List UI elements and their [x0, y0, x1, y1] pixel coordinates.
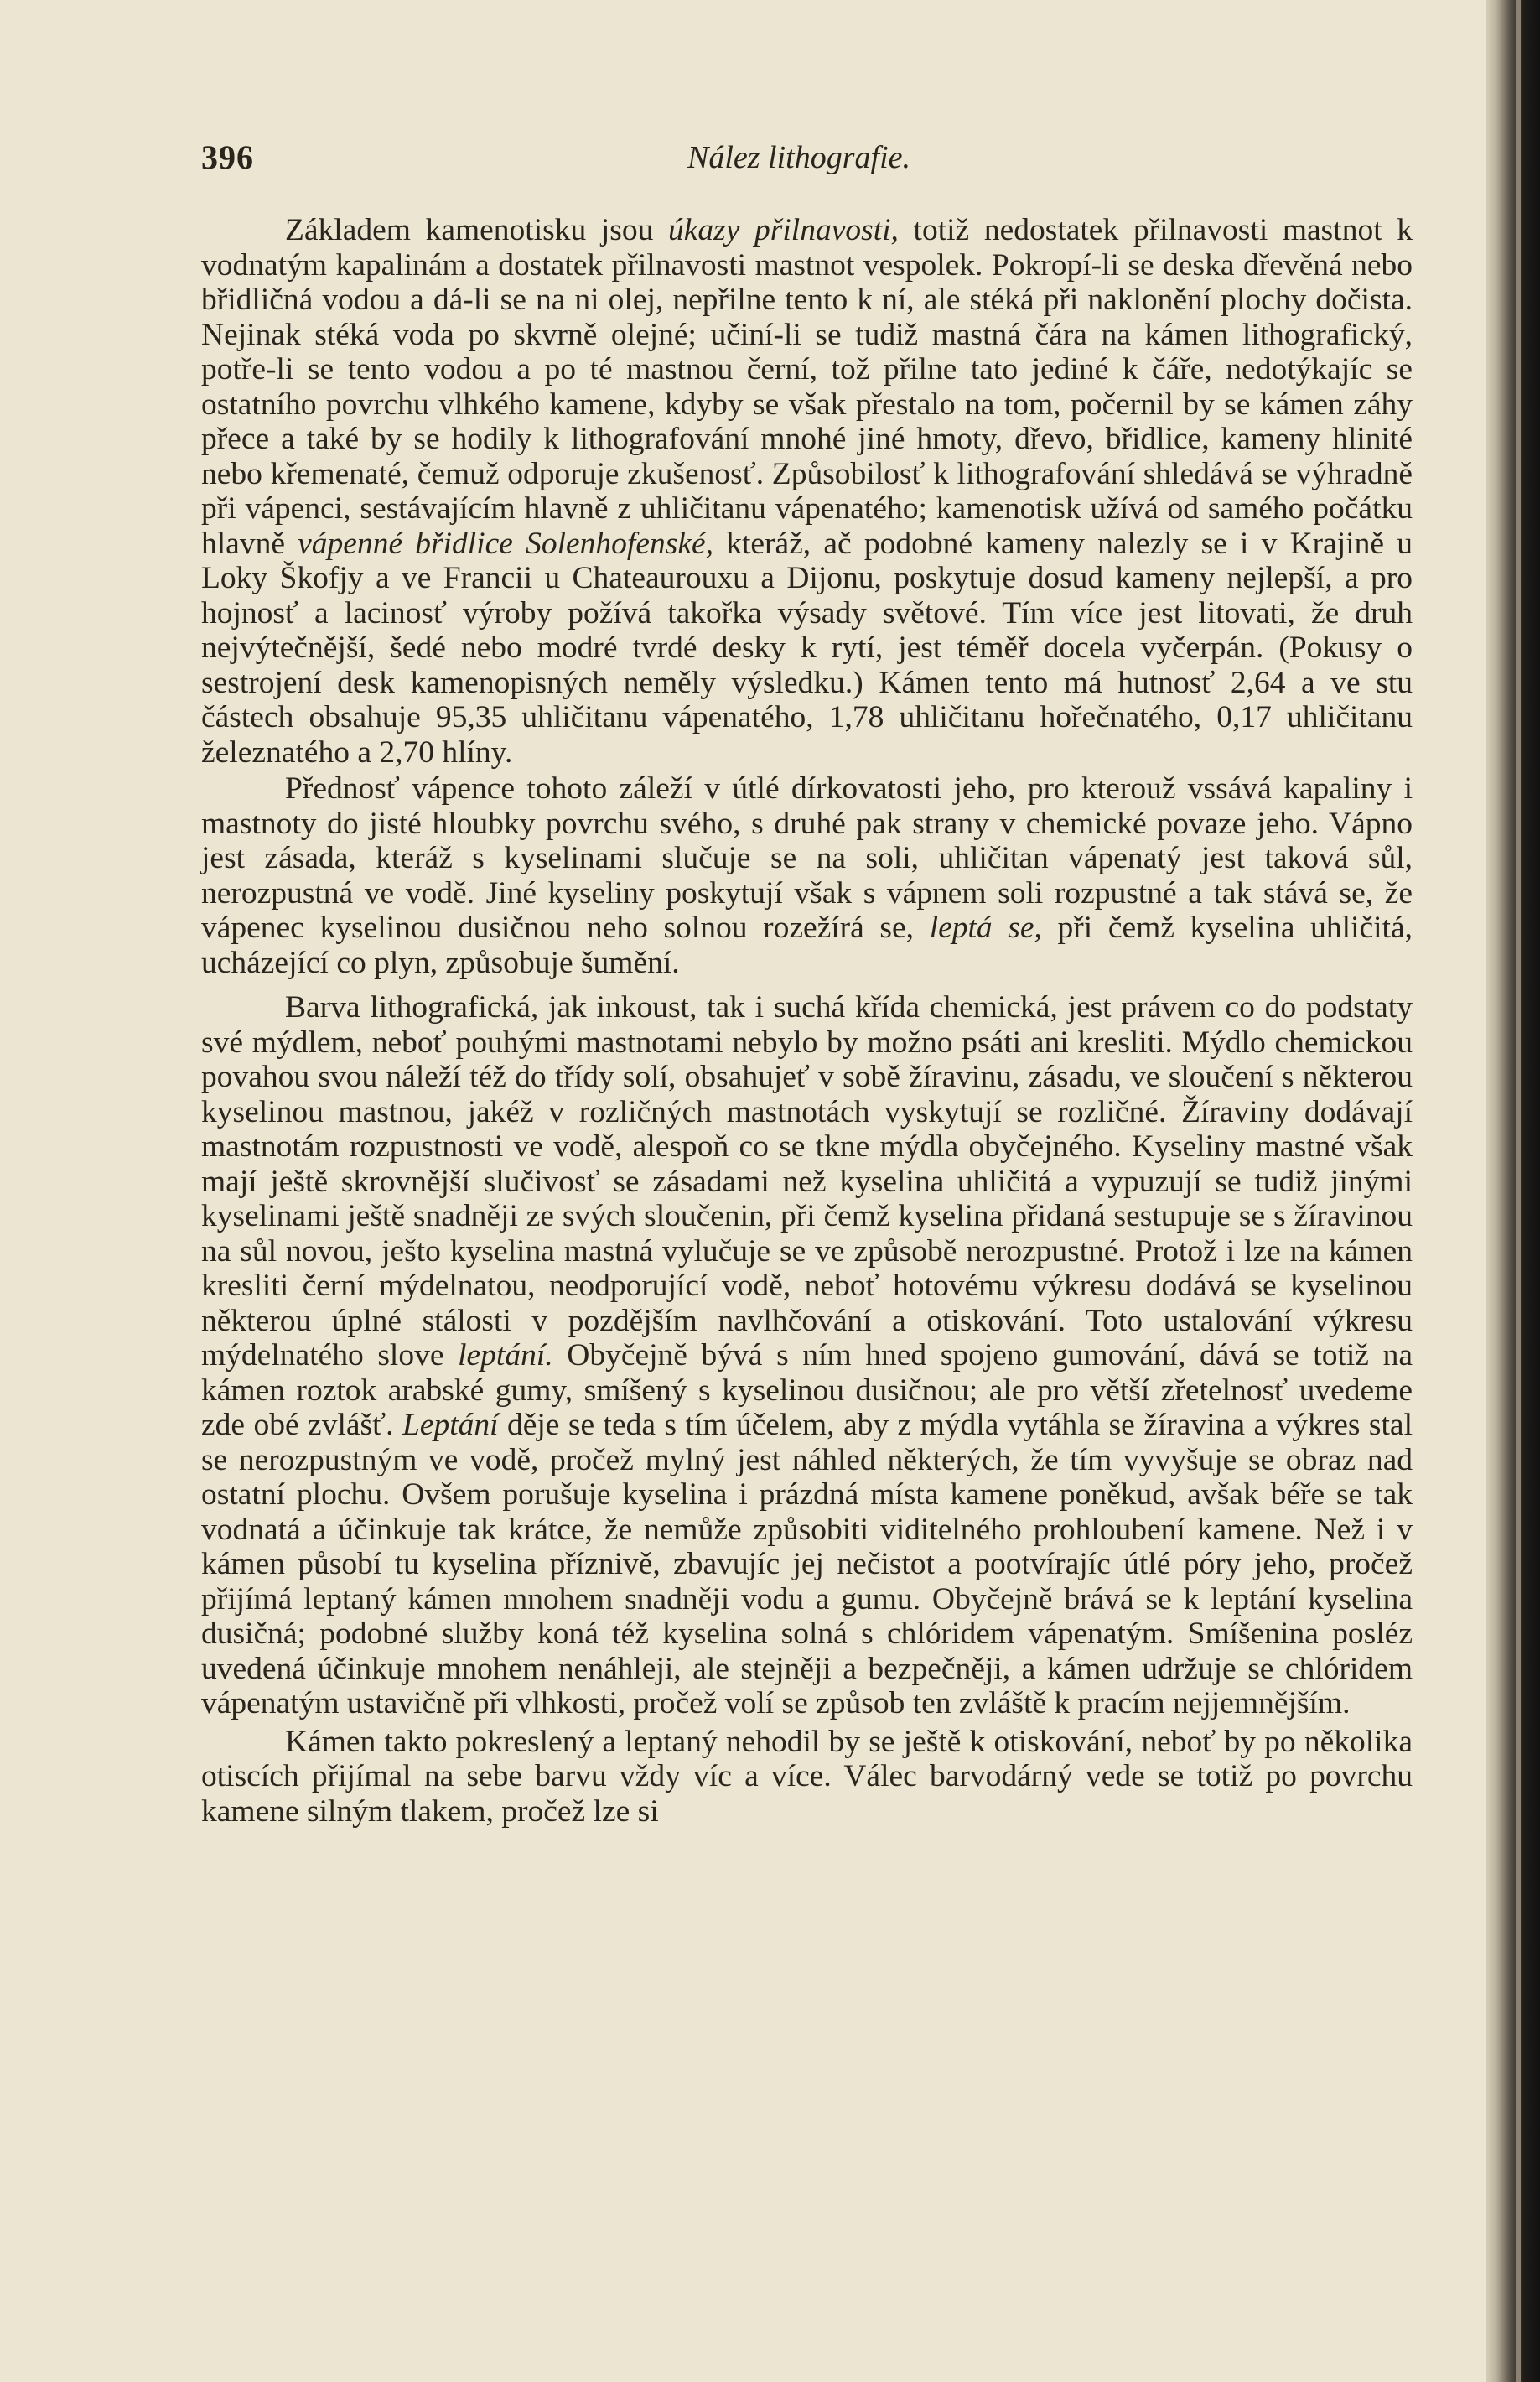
text-run: děje se teda s tím účelem, aby z mýdla vytáhla se žíravina a výkres stal se nerozpustným ve vodě, pročež mylný jest náhled některých, že tím vyvyšuje se obraz nad ostatní plochu. Ovšem porušuje kyselina i prázdná místa kamene poněkud, avšak béře se tak vodnatá a účinkuje tak krátce, že nemůže způsobiti viditelného prohloubení kamene. Než i v kámen působí tu kyselina příznivě, zbavujíc jej nečistot a pootvírajíc útlé póry jeho, pročež přijímá leptaný kámen mnohem snadněji vodu a gumu. Obyčejně brává se k leptání kyselina dusičná; podobné služby koná též kyselina solná s chlóridem vápenatým. Smíšenina posléz uvedená účinkuje mnohem nenáhleji, ale stejněji a bezpečněji, a kámen udržuje se chlóridem vápenatým ustavičně při vlhkosti, pročež volí se způsob ten zvláště k pracím nejjemnějším. [201, 1408, 1413, 1720]
text-run: totiž nedostatek přilnavosti mastnot k vodnatým kapalinám a dostatek přilnavosti mastnot vespolek. Pokropí-li se deska dřevěná nebo břidličná vodou a dá-li se na ni olej, nepřilne tento k ní, ale stéká při naklonění plochy dočista. Nejinak stéká voda po skvrně olejné; učiní-li se tudiž mastná čára na kámen lithografický, potře-li se tento vodou a po té mastnou černí, tož přilne tato jediné k čáře, nedotýkajíc se ostatního povrchu vlhkého kamene, kdyby se však přestalo na tom, počernil by se kámen záhy přece a také by se hodily k lithografování mnohé jiné hmoty, dřevo, břidlice, kameny hlinité nebo křemenaté, čemuž odporuje zkušenosť. Způsobilosť k lithografování shledává se výhradně při vápenci, sestávajícím hlavně z uhličitanu vápenatého; kamenotisk užívá od samého počátku hlavně [201, 213, 1413, 561]
page-number: 396 [201, 138, 254, 176]
text-run: Přednosť vápence tohoto záleží v útlé dírkovatosti jeho, pro kterouž vssává kapaliny i mastnoty do jisté hloubky povrchu svého, s druhé pak strany v chemické povaze jeho. Vápno jest zásada, kteráž s kyselinami slučuje se na soli, uhličitan vápenatý jest taková sůl, nerozpustná ve vodě. Jiné kyseliny poskytují však s vápnem soli rozpustné a tak stává se, že vápenec kyselinou dusičnou neho solnou rozežírá se, [201, 771, 1413, 945]
text-run: Základem kamenotisku jsou [285, 213, 668, 247]
paragraph-2 [201, 771, 1413, 980]
paragraph-1 [201, 213, 1413, 770]
paragraph-4 [201, 1725, 1413, 1829]
italic-term: leptání. [458, 1338, 553, 1373]
paragraph-3 [201, 990, 1413, 1721]
italic-term: Leptání [402, 1408, 499, 1442]
italic-term: vápenné břidlice Solenhofenské, [298, 526, 714, 561]
book-spine-shadow [1486, 0, 1540, 2382]
body-text [201, 213, 1413, 1829]
text-run: Kámen takto pokreslený a leptaný nehodil by se ještě k otiskování, neboť by po několika otiscích přijímal na sebe barvu vždy víc a více. Válec barvodárný vede se totiž po povrchu kamene silným tlakem, pročež lze si [201, 1724, 1413, 1829]
running-title: Nález lithografie. [687, 140, 910, 175]
text-run: kteráž, ač podobné kameny nalezly se i v Krajině u Loky Škofjy a ve Francii u Chateaurouxu a Dijonu, poskytuje dosud kameny nejlepší, a pro hojnosť a lacinosť výroby požívá takořka výsady světové. Tím více jest litovati, že druh nejvýtečnější, šedé nebo modré tvrdé desky k rytí, jest téměř docela vyčerpán. (Pokusy o sestrojení desk kamenopisných neměly výsledku.) Kámen tento má hutnosť 2,64 a ve stu částech obsahuje 95,35 uhličitanu vápenatého, 1,78 uhličitanu hořečnatého, 0,17 uhličitanu železnatého a 2,70 hlíny. [201, 526, 1413, 770]
italic-term: úkazy přilnavosti, [668, 213, 899, 247]
book-spine-edge [1516, 0, 1521, 2382]
page-header [201, 138, 1413, 188]
text-run: Obyčejně bývá s ním hned spojeno gumování, dává se totiž na kámen roztok arabské gumy, smíšený s kyselinou dusičnou; ale pro větší zřetelnosť uvedeme zde obé zvlášť. [201, 1338, 1413, 1442]
text-run: Barva lithografická, jak inkoust, tak i suchá křída chemická, jest právem co do podstaty své mýdlem, neboť pouhými mastnotami nebylo by možno psáti ani kresliti. Mýdlo chemickou povahou svou náleží též do třídy solí, obsahujeť v sobě žíravinu, zásadu, ve sloučení s některou kyselinou mastnou, jakéž v rozličných mastnotách vyskytují se rozličné. Žíraviny dodávají mastnotám rozpustnosti ve vodě, alespoň co se tkne mýdla obyčejného. Kyseliny mastné však mají ještě skrovnější slučivosť se zásadami než kyselina uhličitá a vypuzují se tudiž jinými kyselinami ještě snadněji ze svých sloučenin, při čemž kyselina přidaná sestupuje se s žíravinou na sůl novou, ješto kyselina mastná vylučuje se ve způsobě nerozpustné. Protož i lze na kámen kresliti černí mýdelnatou, neodporující vodě, neboť hotovému výkresu dodává se kyselinou některou úplné stálosti v pozdějším navlhčování a otiskování. Toto ustalování výkresu mýdelnatého slove [201, 990, 1413, 1373]
text-run: při čemž kyselina uhličitá, ucházející co plyn, způsobuje šumění. [201, 911, 1413, 980]
italic-term: leptá se, [929, 911, 1042, 945]
